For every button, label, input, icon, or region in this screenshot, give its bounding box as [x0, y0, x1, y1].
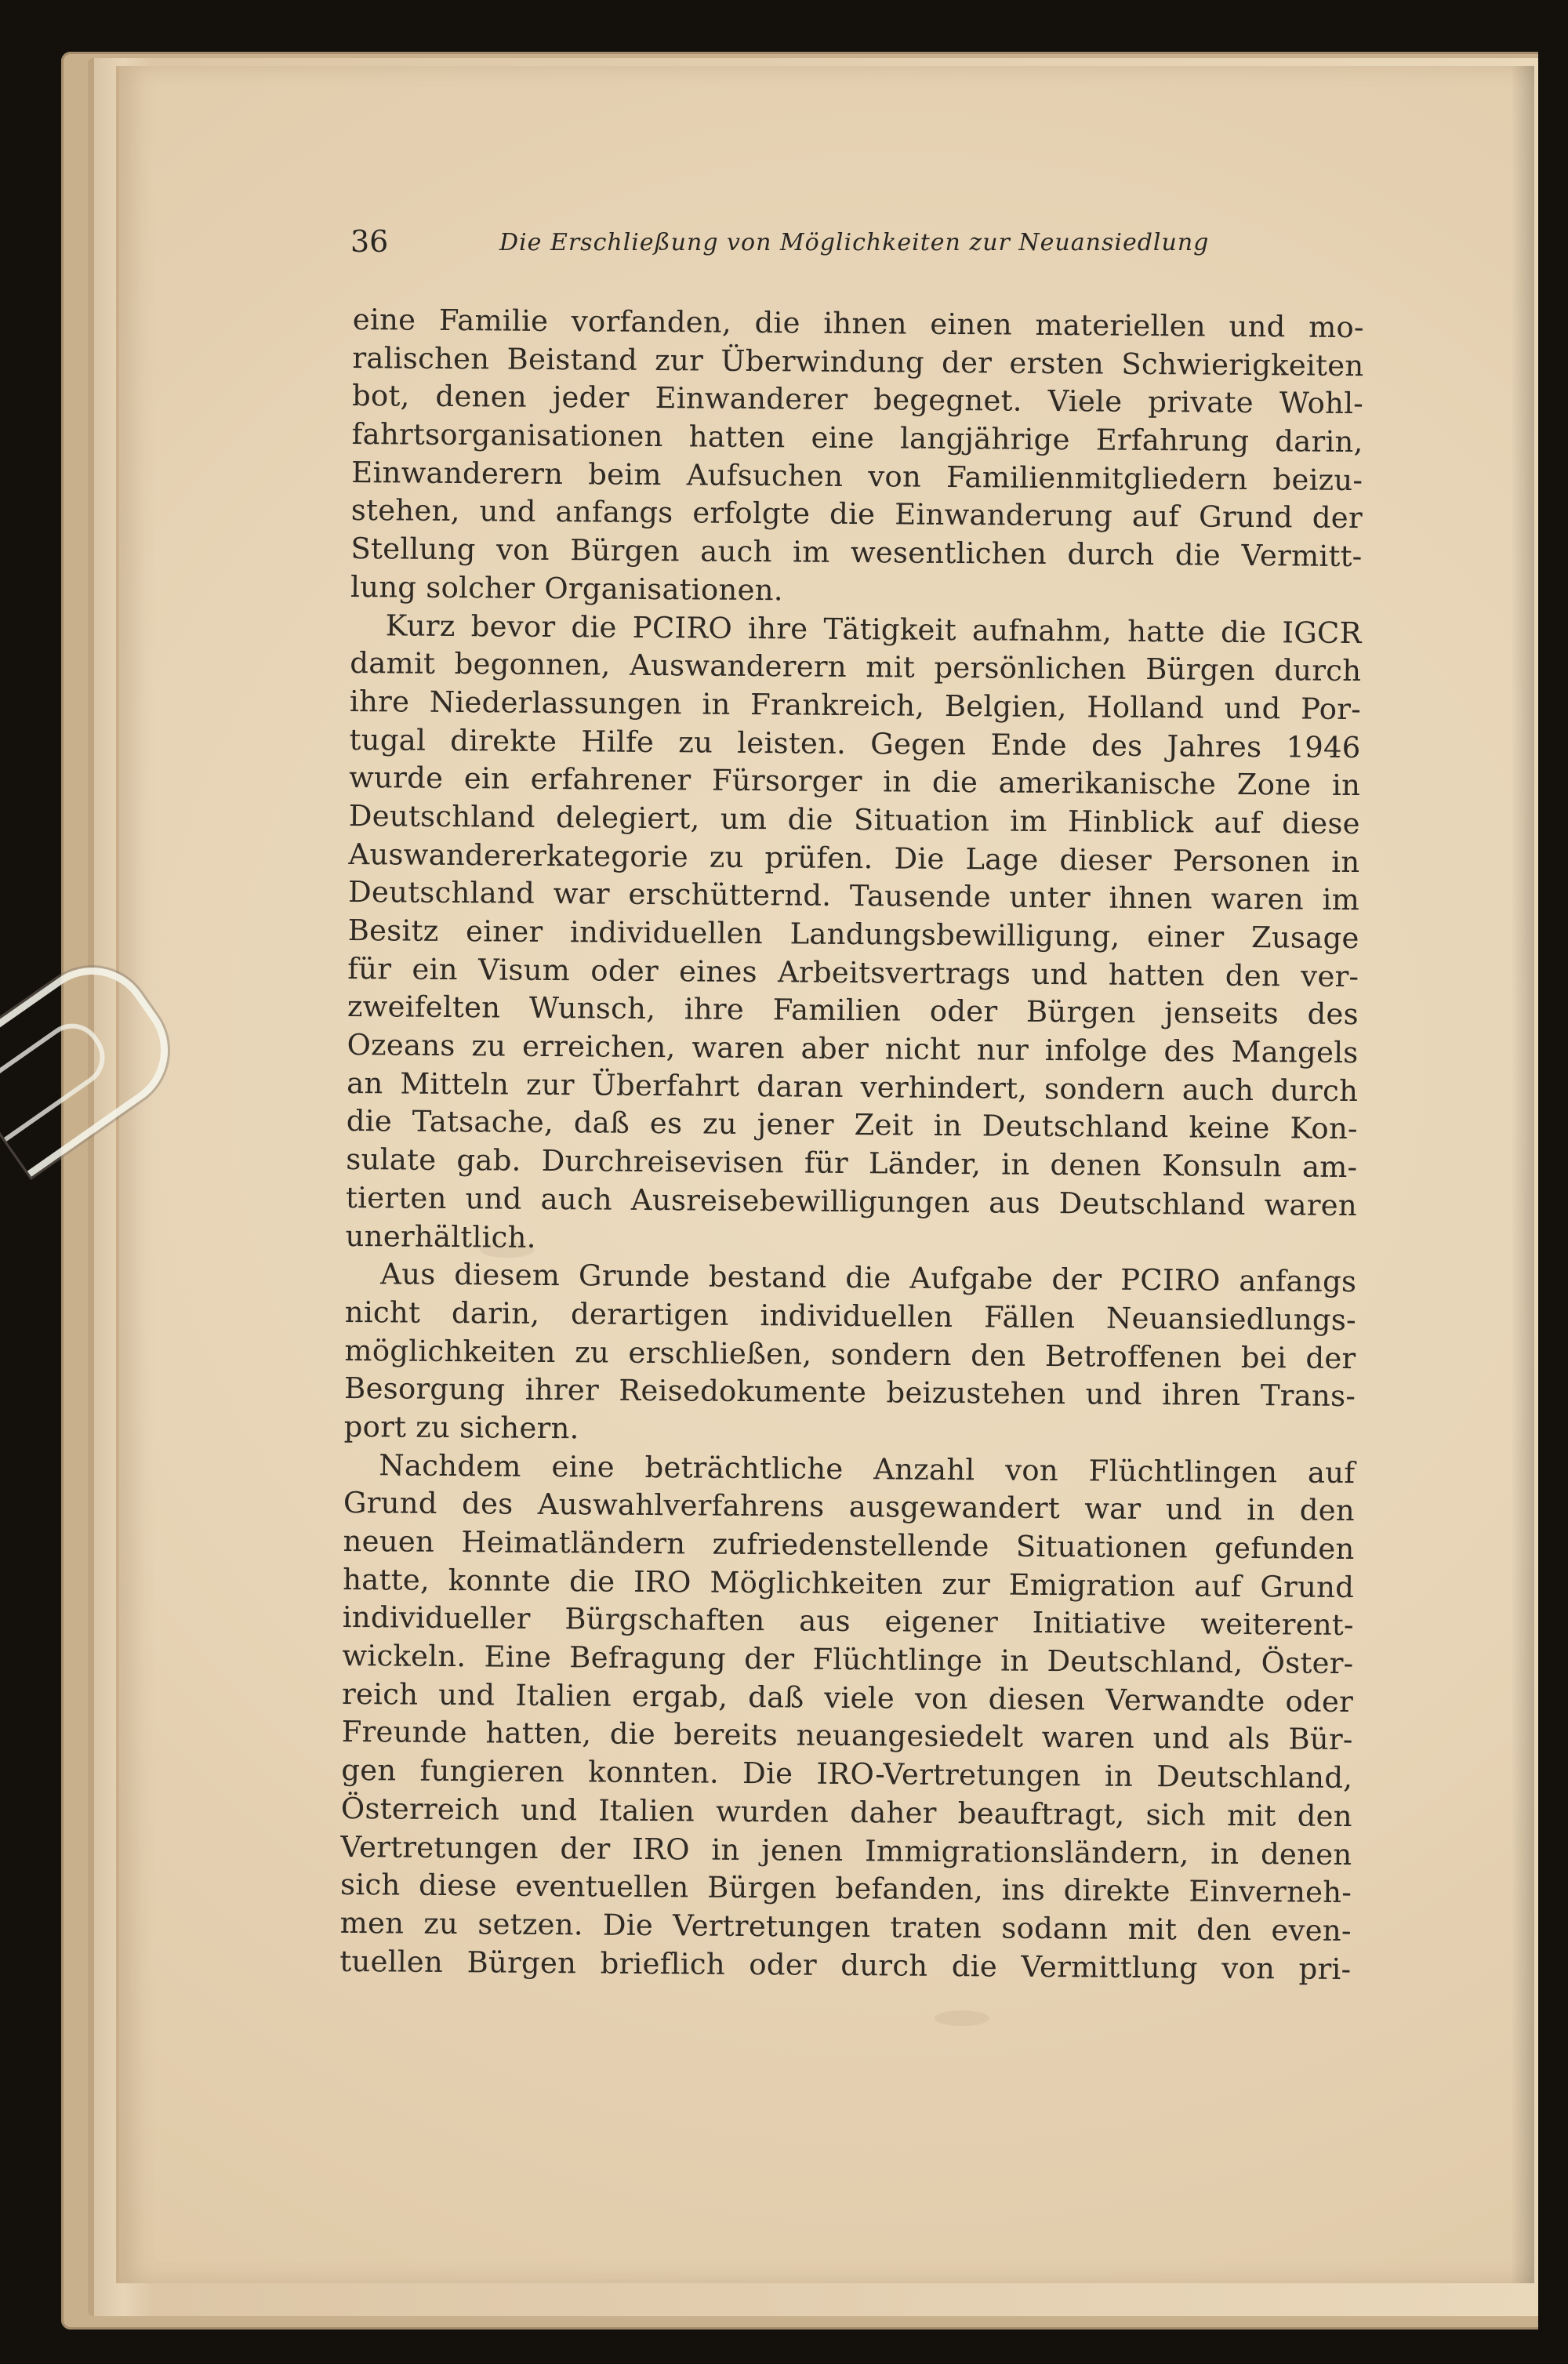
text-line: Besitz einer individuellen Landungsbewilligung, einer Zusage [347, 913, 1359, 956]
text-line: für ein Visum oder eines Arbeitsvertrags und hatten den ver- [347, 951, 1359, 993]
text-line: Stellung von Bürgen auch im wesentlichen durch die Vermitt- [350, 532, 1363, 574]
scan-right-border [1538, 0, 1568, 2364]
text-line: stehen, und anfangs erfolgte die Einwanderung auf Grund der [350, 493, 1363, 536]
text-line: Grund des Auswahlverfahrens ausgewandert war und in den [343, 1486, 1356, 1528]
text-line: wickeln. Eine Befragung der Flüchtlinge in Deutschland, Öster- [342, 1639, 1354, 1681]
text-line: port zu sichern. [343, 1409, 579, 1446]
text-line: men zu setzen. Die Vertretungen traten sodann mit den even- [339, 1905, 1352, 1948]
text-line: ihre Niederlassungen in Frankreich, Belgien, Holland und Por- [349, 684, 1362, 726]
text-line: reich und Italien ergab, daß viele von diesen Verwandte oder [341, 1676, 1354, 1719]
text-line: neuen Heimatländern zufriedenstellende Situationen gefunden [343, 1523, 1355, 1567]
paper-clip-inner-loop [0, 1012, 116, 1142]
text-line: zweifelten Wunsch, ihre Familien oder Bürgen jenseits des [347, 990, 1359, 1032]
text-line: Auswandererkategorie zu prüfen. Die Lage dieser Personen in [348, 837, 1360, 879]
text-line: tierten und auch Ausreisebewilligungen aus Deutschland waren [345, 1180, 1358, 1222]
text-line: Freunde hatten, die bereits neuangesiedelt waren und als Bür- [341, 1715, 1353, 1757]
page-header [350, 224, 1222, 271]
text-line: fahrtsorganisationen hatten eine langjährige Erfahrung darin, [351, 417, 1363, 459]
text-line: tuellen Bürgen brieflich oder durch die Vermittlung von pri- [339, 1944, 1352, 1986]
text-line: Ozeans zu erreichen, waren aber nicht nur infolge des Mangels [347, 1028, 1359, 1070]
text-line: Deutschland war erschütternd. Tausende unter ihnen waren im [347, 875, 1360, 917]
text-line: wurde ein erfahrener Fürsorger in die amerikanische Zone in [349, 761, 1361, 803]
text-line: damit begonnen, Auswanderern mit persönlichen Bürgen durch [350, 646, 1362, 688]
text-line: möglichkeiten zu erschließen, sondern den Betroffenen bei der [344, 1333, 1356, 1375]
text-line: lung solcher Organisationen. [350, 569, 783, 608]
text-line: Einwanderern beim Aufsuchen von Familienmitgliedern beizu- [351, 455, 1363, 497]
text-line: individueller Bürgschaften aus eigener Initiative weiterent- [342, 1600, 1354, 1643]
text-line: Besorgung ihrer Reisedokumente beizustehen und ihren Trans- [343, 1371, 1356, 1414]
text-line: nicht darin, derartigen individuellen Fällen Neuansiedlungs- [344, 1295, 1357, 1337]
body-text [339, 301, 1363, 2057]
text-line: unerhältlich. [345, 1218, 536, 1255]
paragraph-first-line: Aus diesem Grunde bestand die Aufgabe der PCIRO anfangs [380, 1257, 1357, 1299]
text-line: eine Familie vorfanden, die ihnen einen materiellen und mo- [352, 302, 1364, 345]
text-line: tugal direkte Hilfe zu leisten. Gegen Ende des Jahres 1946 [349, 722, 1361, 764]
text-line: hatte, konnte die IRO Möglichkeiten zur Emigration auf Grund [343, 1562, 1355, 1604]
paragraph-first-line: Nachdem eine beträchtliche Anzahl von Flüchtlingen auf [379, 1447, 1356, 1490]
text-line: gen fungieren konnten. Die IRO-Vertretungen in Deutschland, [341, 1753, 1353, 1796]
text-line: die Tatsache, daß es zu jener Zeit in Deutschland keine Kon- [346, 1104, 1358, 1146]
paragraph-first-line: Kurz bevor die PCIRO ihre Tätigkeit aufnahm, hatte die IGCR [385, 608, 1362, 650]
text-line: bot, denen jeder Einwanderer begegnet. Viele private Wohl- [351, 379, 1364, 421]
text-line: sich diese eventuellen Bürgen befanden, ins direkte Einverneh- [339, 1868, 1352, 1910]
page-number: 36 [350, 224, 389, 259]
text-line: Vertretungen der IRO in jenen Immigrationsländern, in denen [340, 1829, 1352, 1872]
text-line: ralischen Beistand zur Überwindung der ersten Schwierigkeiten [352, 340, 1364, 383]
text-line: an Mitteln zur Überfahrt daran verhindert, sondern auch durch [346, 1066, 1359, 1108]
text-line: sulate gab. Durchreisevisen für Länder, in denen Konsuln am- [346, 1142, 1358, 1185]
text-line: Österreich und Italien wurden daher beauftragt, sich mit den [340, 1791, 1353, 1833]
running-title: Die Erschließung von Möglichkeiten zur Neuansiedlung [499, 229, 1210, 256]
text-line: Deutschland delegiert, um die Situation im Hinblick auf diese [348, 798, 1360, 841]
